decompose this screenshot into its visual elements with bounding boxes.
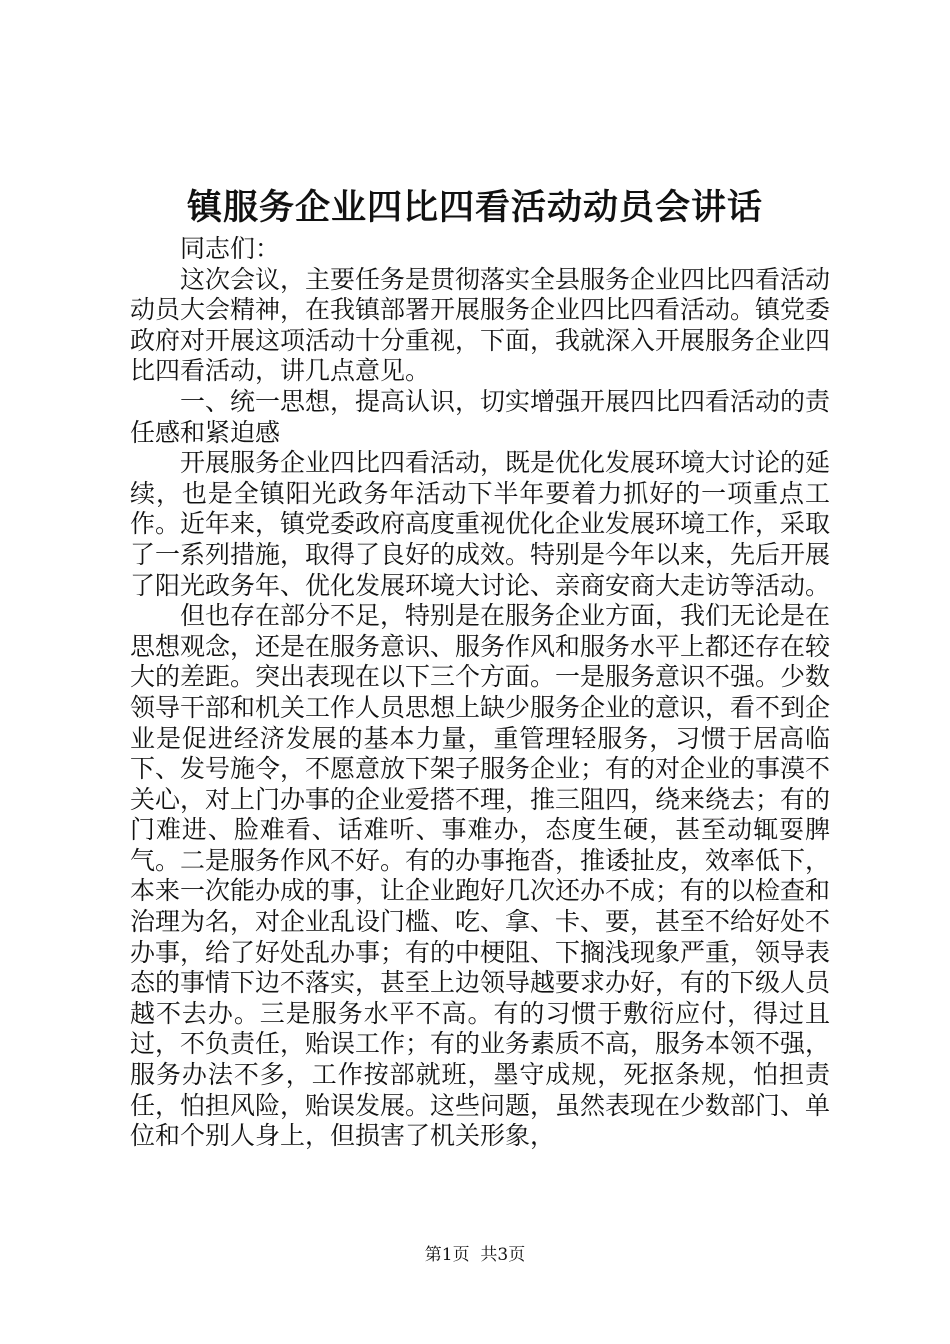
paragraph: 开展服务企业四比四看活动，既是优化发展环境大讨论的延续，也是全镇阳光政务年活动下半年要着力抓好的一项重点工作。近年来，镇党委政府高度重视优化企业发展环境工作，采取了一系列措施，取得了良好的成效。特别是今年以来，先后开展了阳光政务年、优化发展环境大讨论、亲商安商大走访等活动。	[130, 448, 831, 600]
salutation: 同志们：	[180, 234, 281, 263]
paragraph: 这次会议，主要任务是贯彻落实全县服务企业四比四看活动动员大会精神，在我镇部署开展服务企业四比四看活动。镇党委政府对开展这项活动十分重视，下面，我就深入开展服务企业四比四看活动，讲几点意见。	[130, 264, 831, 386]
page-number: 第1页 共3页	[424, 1245, 526, 1265]
document-title: 镇服务企业四比四看活动动员会讲话	[186, 187, 763, 228]
page-footer	[0, 1244, 950, 1266]
document-body	[130, 234, 830, 1152]
paragraph: 但也存在部分不足，特别是在服务企业方面，我们无论是在思想观念，还是在服务意识、服务作风和服务水平上都还存在较大的差距。突出表现在以下三个方面。一是服务意识不强。少数领导干部和机关工作人员思想上缺少服务企业的意识，看不到企业是促进经济发展的基本力量，重管理轻服务，习惯于居高临下、发号施令，不愿意放下架子服务企业；有的对企业的事漠不关心，对上门办事的企业爱搭不理，推三阻四，绕来绕去；有的门难进、脸难看、话难听、事难办，态度生硬，甚至动辄耍脾气。二是服务作风不好。有的办事拖沓，推诿扯皮，效率低下，本来一次能办成的事，让企业跑好几次还办不成；有的以检查和治理为名，对企业乱设门槛、吃、拿、卡、要，甚至不给好处不办事，给了好处乱办事；有的中梗阻、下搁浅现象严重，领导表态的事情下边不落实，甚至上边领导越要求办好，有的下级人员越不去办。三是服务水平不高。有的习惯于敷衍应付，得过且过，不负责任，贻误工作；有的业务素质不高，服务本领不强，服务办法不多，工作按部就班，墨守成规，死抠条规，怕担责任，怕担风险，贻误发展。这些问题，虽然表现在少数部门、单位和个别人身上，但损害了机关形象，	[130, 601, 831, 1151]
section-heading: 一、统一思想，提高认识，切实增强开展四比四看活动的责任感和紧迫感	[130, 386, 831, 447]
